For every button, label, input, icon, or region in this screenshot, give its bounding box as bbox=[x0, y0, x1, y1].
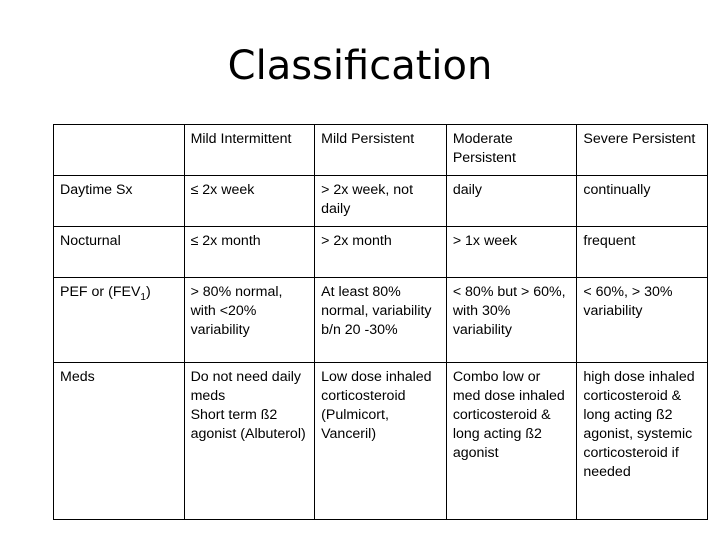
header-cell-severe-persistent: Severe Persistent bbox=[577, 125, 708, 176]
header-cell-mild-intermittent: Mild Intermittent bbox=[184, 125, 315, 176]
table-cell: > 1x week bbox=[446, 227, 577, 278]
table-cell: At least 80% normal, variability b/n 20 -30% bbox=[315, 278, 447, 363]
table-row-pef bbox=[54, 278, 708, 363]
table-cell: ≤ 2x month bbox=[184, 227, 315, 278]
table-cell: daily bbox=[446, 176, 577, 227]
row-label-pef-subscript: 1 bbox=[140, 291, 146, 303]
table-cell: continually bbox=[577, 176, 708, 227]
table-cell: < 60%, > 30% variability bbox=[577, 278, 708, 363]
row-label-pef-main: PEF or (FEV bbox=[60, 284, 141, 300]
row-label-daytime: Daytime Sx bbox=[54, 176, 185, 227]
table-header-row bbox=[54, 125, 708, 176]
table-cell bbox=[315, 363, 447, 520]
table-row-daytime bbox=[54, 176, 708, 227]
classification-table bbox=[53, 124, 708, 520]
table-cell: high dose inhaled corticosteroid & long acting ß2 agonist, systemic corticosteroid if needed bbox=[577, 363, 708, 520]
table-cell: > 80% normal, with <20% variability bbox=[184, 278, 315, 363]
row-label-pef bbox=[54, 278, 185, 363]
table-cell: ≤ 2x week bbox=[184, 176, 315, 227]
header-cell-mild-persistent: Mild Persistent bbox=[315, 125, 447, 176]
table-cell: > 2x week, not daily bbox=[315, 176, 447, 227]
cell-line: Low dose inhaled corticosteroid bbox=[321, 369, 432, 404]
row-label-pef-end: ) bbox=[145, 284, 151, 300]
table-cell: frequent bbox=[577, 227, 708, 278]
table-cell: > 2x month bbox=[315, 227, 447, 278]
row-label-nocturnal: Nocturnal bbox=[54, 227, 185, 278]
page-title: Classification bbox=[227, 43, 493, 89]
row-label-meds: Meds bbox=[54, 363, 185, 520]
table-cell: Combo low or med dose inhaled corticosteroid & long acting ß2 agonist bbox=[446, 363, 577, 520]
table-cell bbox=[184, 363, 315, 520]
cell-line: (Pulmicort, Vanceril) bbox=[321, 407, 389, 442]
table-row-nocturnal bbox=[54, 227, 708, 278]
header-cell-empty bbox=[54, 125, 185, 176]
table-cell: < 80% but > 60%, with 30% variability bbox=[446, 278, 577, 363]
cell-line: Short term ß2 agonist (Albuterol) bbox=[190, 407, 306, 442]
table-row-meds bbox=[54, 363, 708, 520]
cell-line: Do not need daily meds bbox=[190, 369, 301, 404]
header-cell-moderate-persistent: Moderate Persistent bbox=[446, 125, 577, 176]
